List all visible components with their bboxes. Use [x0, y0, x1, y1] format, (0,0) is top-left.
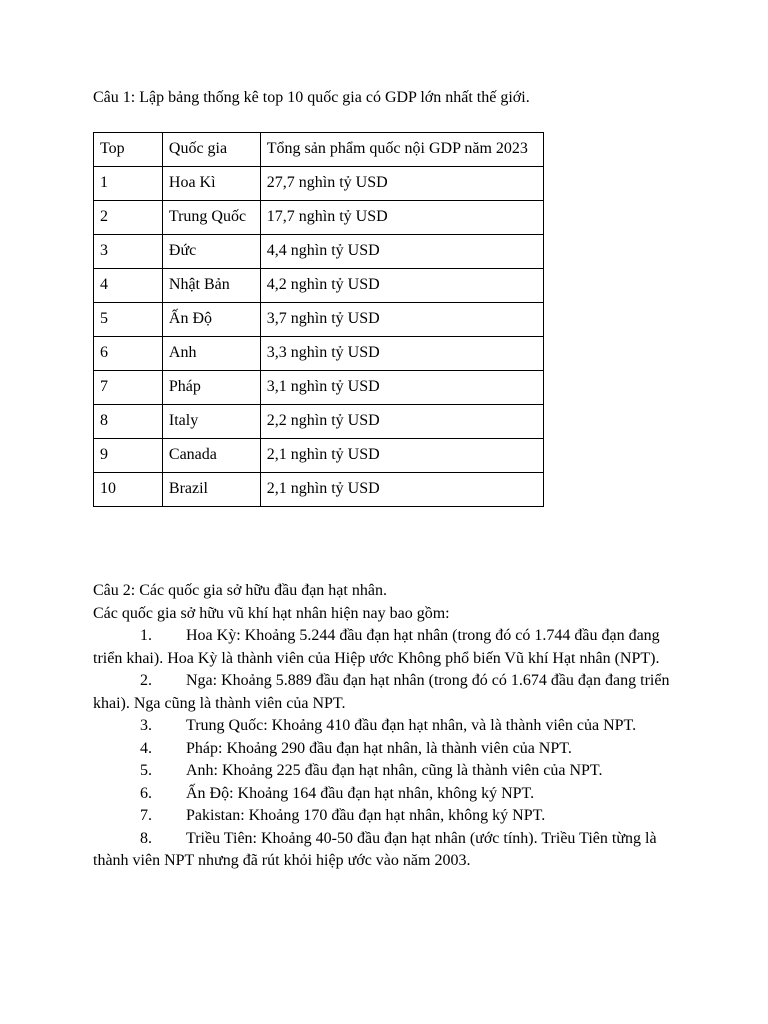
list-item-text: Pháp: Khoảng 290 đầu đạn hạt nhân, là thành viên của NPT. — [186, 739, 572, 757]
table-row — [94, 473, 544, 507]
list-item — [93, 828, 673, 873]
table-row — [94, 371, 544, 405]
gdp-table — [93, 132, 544, 507]
header-cell-country: Quốc gia — [162, 133, 260, 167]
cell-gdp: 3,7 nghìn tỷ USD — [260, 303, 543, 337]
list-item-text: Pakistan: Khoảng 170 đầu đạn hạt nhân, không ký NPT. — [186, 807, 546, 824]
cell-rank: 2 — [94, 201, 163, 235]
cell-country: Canada — [162, 439, 260, 473]
nuclear-list — [93, 625, 673, 873]
list-item-text: Anh: Khoảng 225 đầu đạn hạt nhân, cũng là thành viên của NPT. — [186, 762, 603, 779]
cell-country: Italy — [162, 405, 260, 439]
list-item-number: 1. — [140, 627, 152, 644]
list-item-number: 4. — [140, 739, 152, 757]
list-item-text: Trung Quốc: Khoảng 410 đầu đạn hạt nhân, và là thành viên của NPT. — [186, 717, 637, 734]
table-row — [94, 439, 544, 473]
list-item — [93, 715, 673, 738]
cell-country: Nhật Bản — [162, 269, 260, 303]
list-item-number: 2. — [140, 672, 152, 689]
cell-country: Hoa Kì — [162, 167, 260, 201]
cell-gdp: 4,4 nghìn tỷ USD — [260, 235, 543, 269]
cell-rank: 5 — [94, 303, 163, 337]
cell-country: Trung Quốc — [162, 201, 260, 235]
list-item-text: Hoa Kỳ: Khoảng 5.244 đầu đạn hạt nhân (trong đó có 1.744 đầu đạn đang triển khai). Hoa Kỳ là thành viên của Hiệp ước Không phổ biến Vũ khí Hạt nhân (NPT). — [93, 627, 660, 667]
cell-rank: 1 — [94, 167, 163, 201]
question-1-title: Câu 1: Lập bảng thống kê top 10 quốc gia có GDP lớn nhất thế giới. — [93, 89, 530, 106]
header-cell-top: Top — [94, 133, 163, 167]
cell-rank: 6 — [94, 337, 163, 371]
table-row — [94, 167, 544, 201]
cell-rank: 8 — [94, 405, 163, 439]
cell-rank: 10 — [94, 473, 163, 507]
list-item — [93, 625, 673, 670]
list-item-number: 8. — [140, 829, 152, 847]
list-item-text: Triều Tiên: Khoảng 40-50 đầu đạn hạt nhân (ước tính). Triều Tiên từng là thành viên NPT nhưng đã rút khỏi hiệp ước vào năm 2003. — [93, 829, 657, 869]
header-cell-gdp: Tổng sản phẩm quốc nội GDP năm 2023 — [260, 133, 543, 167]
cell-gdp: 2,1 nghìn tỷ USD — [260, 473, 543, 507]
list-item-text: Ấn Độ: Khoảng 164 đầu đạn hạt nhân, không ký NPT. — [186, 784, 535, 802]
question-2-title: Câu 2: Các quốc gia sở hữu đầu đạn hạt nhân. — [93, 582, 387, 599]
cell-gdp: 17,7 nghìn tỷ USD — [260, 201, 543, 235]
question-2-section — [93, 580, 673, 873]
cell-country: Pháp — [162, 371, 260, 405]
table-row — [94, 337, 544, 371]
list-item-number: 7. — [140, 807, 152, 824]
cell-country: Ấn Độ — [162, 303, 260, 337]
table-row — [94, 269, 544, 303]
cell-gdp: 2,2 nghìn tỷ USD — [260, 405, 543, 439]
table-row — [94, 201, 544, 235]
cell-gdp: 4,2 nghìn tỷ USD — [260, 269, 543, 303]
cell-rank: 3 — [94, 235, 163, 269]
table-header-row — [94, 133, 544, 167]
cell-gdp: 3,1 nghìn tỷ USD — [260, 371, 543, 405]
table-row — [94, 235, 544, 269]
cell-rank: 7 — [94, 371, 163, 405]
list-item-number: 5. — [140, 762, 152, 779]
cell-country: Brazil — [162, 473, 260, 507]
cell-rank: 4 — [94, 269, 163, 303]
table-row — [94, 303, 544, 337]
list-item — [93, 670, 673, 715]
list-item-number: 6. — [140, 784, 152, 802]
cell-gdp: 27,7 nghìn tỷ USD — [260, 167, 543, 201]
cell-gdp: 2,1 nghìn tỷ USD — [260, 439, 543, 473]
table-row — [94, 405, 544, 439]
list-item-number: 3. — [140, 717, 152, 734]
cell-country: Anh — [162, 337, 260, 371]
list-item-text: Nga: Khoảng 5.889 đầu đạn hạt nhân (trong đó có 1.674 đầu đạn đang triển khai). Nga cũng là thành viên của NPT. — [93, 672, 670, 712]
cell-gdp: 3,3 nghìn tỷ USD — [260, 337, 543, 371]
list-item — [93, 760, 673, 783]
list-item — [93, 783, 673, 806]
cell-country: Đức — [162, 235, 260, 269]
list-item — [93, 738, 673, 761]
list-item — [93, 805, 673, 828]
cell-rank: 9 — [94, 439, 163, 473]
question-2-intro: Các quốc gia sở hữu vũ khí hạt nhân hiện nay bao gồm: — [93, 604, 450, 622]
